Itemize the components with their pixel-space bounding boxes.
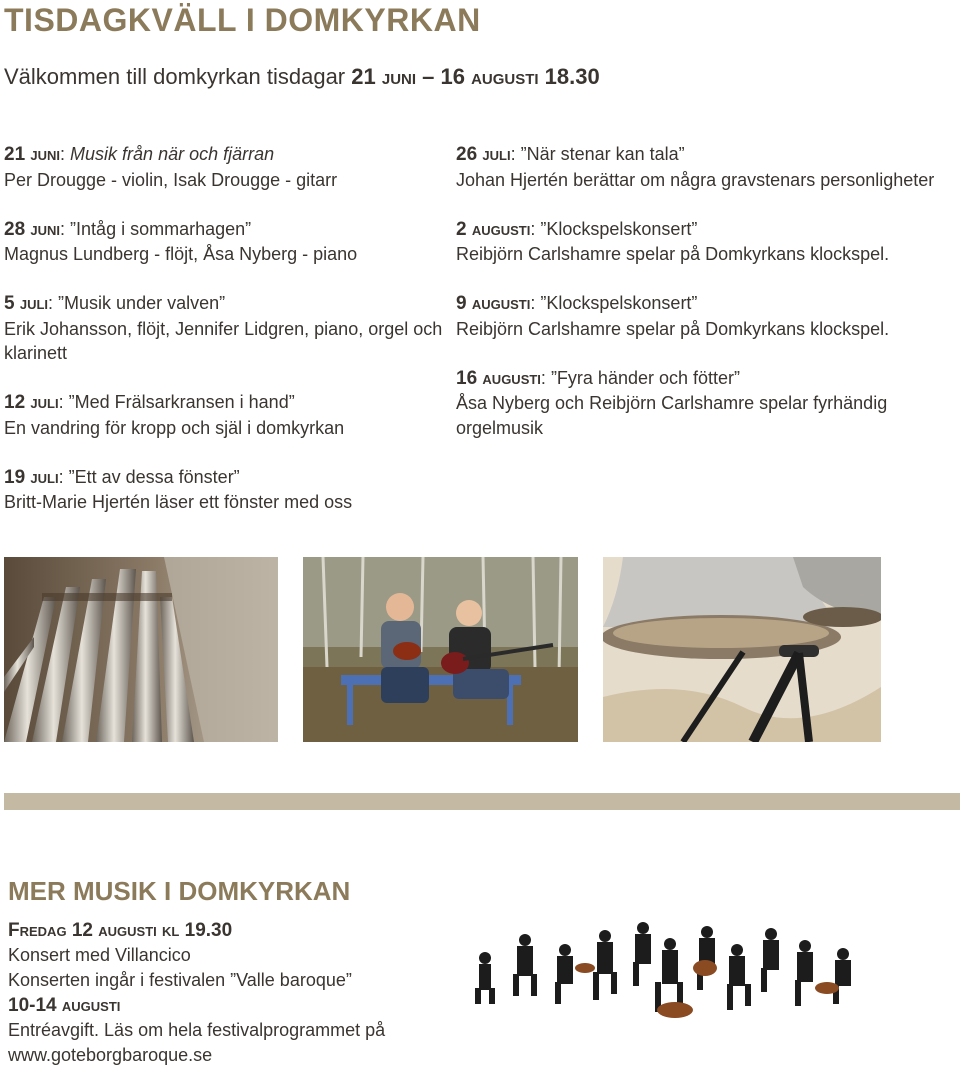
event-date: 21 juni — [4, 144, 61, 165]
section-title: MER MUSIK I DOMKYRKAN — [8, 876, 351, 906]
event-date: 2 augusti — [456, 218, 531, 240]
event-description: Erik Johansson, flöjt, Jennifer Lidgren, piano, orgel och klarinett — [4, 318, 443, 363]
event-description: Magnus Lundberg - flöjt, Åsa Nyberg - piano — [4, 244, 358, 264]
festival-url: www.goteborgbaroque.se — [8, 1045, 213, 1065]
event-description: Johan Hjertén berättar om några gravstenars personligheter — [456, 169, 935, 190]
event-date: 12 juli — [4, 392, 59, 413]
carillon-bell-photo — [603, 557, 881, 742]
events-left-column — [4, 142, 444, 539]
festival-dates: 10-14 augusti — [8, 995, 121, 1016]
event-title: ”Musik under valven” — [58, 293, 226, 313]
event-entry — [456, 217, 956, 267]
event-description: Reibjörn Carlshamre spelar på Domkyrkans klockspel. — [456, 244, 890, 264]
event-description: Reibjörn Carlshamre spelar på Domkyrkans klockspel. — [456, 318, 890, 339]
event-separator: : — [58, 466, 69, 487]
event-separator: : — [530, 293, 541, 313]
event-date: 19 juli — [4, 466, 59, 488]
event-title: ”När stenar kan tala” — [520, 144, 685, 164]
event-date: 16 augusti — [456, 367, 541, 389]
more-music-info — [8, 918, 458, 1068]
event-entry — [4, 217, 444, 267]
event-separator: : — [48, 293, 59, 313]
event-description: Åsa Nyberg och Reibjörn Carlshamre spelar fyrhändig orgelmusik — [456, 393, 888, 438]
intro-line — [4, 64, 600, 90]
intro-text: Välkommen till domkyrkan tisdagar — [4, 64, 346, 89]
admission-line: Entréavgift. Läs om hela festivalprogrammet på — [8, 1020, 386, 1040]
event-separator: : — [530, 218, 541, 239]
event-date: 28 juni — [4, 218, 61, 240]
event-entry — [456, 366, 956, 441]
event-description: En vandring för kropp och själ i domkyrkan — [4, 417, 345, 438]
organ-pipes-photo — [4, 557, 278, 742]
event-entry — [4, 142, 444, 192]
event-date: 26 juli — [456, 144, 511, 165]
event-separator: : — [540, 367, 551, 388]
event-title: ”Fyra händer och fötter” — [550, 367, 741, 388]
event-separator: : — [60, 218, 71, 239]
event-entry — [4, 390, 444, 440]
intro-date-range: 21 juni – 16 augusti 18.30 — [351, 64, 600, 89]
event-title: ”Klockspelskonsert” — [540, 218, 698, 239]
event-separator: : — [60, 144, 71, 164]
event-separator: : — [58, 392, 69, 412]
event-description: Britt-Marie Hjertén läser ett fönster med oss — [4, 492, 353, 512]
event-title: ”Intåg i sommarhagen” — [70, 218, 252, 239]
concert-heading: Fredag 12 augusti kl 19.30 — [8, 920, 233, 941]
event-entry — [456, 142, 956, 192]
event-separator: : — [510, 144, 521, 164]
event-entry — [4, 291, 444, 366]
events-right-column — [456, 142, 956, 465]
section-divider — [4, 793, 960, 810]
page-title: TISDAGKVÄLL I DOMKYRKAN — [4, 2, 481, 38]
event-title: ”Klockspelskonsert” — [540, 293, 698, 313]
event-title: Musik från när och fjärran — [70, 144, 275, 164]
festival-line: Konserten ingår i festivalen ”Valle baroque” — [8, 970, 352, 990]
event-entry — [456, 291, 956, 341]
event-date: 9 augusti — [456, 293, 531, 314]
event-title: ”Med Frälsarkransen i hand” — [68, 392, 295, 412]
ensemble-photo — [465, 910, 875, 1030]
musicians-duo-photo — [303, 557, 578, 742]
event-description: Per Drougge - violin, Isak Drougge - gitarr — [4, 169, 338, 190]
event-entry — [4, 465, 444, 515]
event-date: 5 juli — [4, 293, 49, 314]
concert-line: Konsert med Villancico — [8, 945, 191, 965]
event-title: ”Ett av dessa fönster” — [68, 466, 240, 487]
